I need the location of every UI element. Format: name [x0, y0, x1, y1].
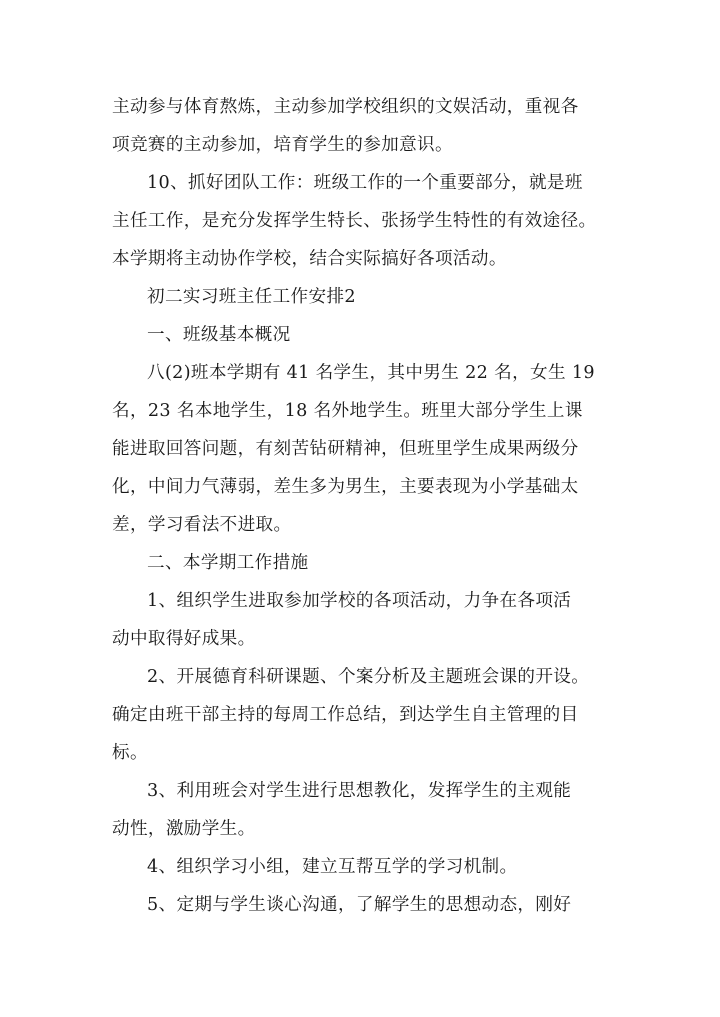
- text-line: 主任工作，是充分发挥学生特长、张扬学生特性的有效途径。: [112, 211, 597, 231]
- text-line: 动中取得好成果。: [112, 629, 256, 649]
- text-line: 主动参与体育熬炼，主动参加学校组织的文娱活动，重视各: [112, 97, 579, 117]
- text-line: 2、开展德育科研课题、个案分析及主题班会课的开设。: [147, 667, 590, 687]
- text-line: 10、抓好团队工作：班级工作的一个重要部分，就是班: [147, 173, 583, 193]
- text-line: 5、定期与学生谈心沟通，了解学生的思想动态，刚好: [147, 895, 572, 915]
- text-line: 名，23 名本地学生，18 名外地学生。班里大部分学生上课: [112, 401, 583, 421]
- text-line: 差，学习看法不进取。: [112, 515, 292, 535]
- section-heading: 初二实习班主任工作安排2: [147, 287, 356, 307]
- section-heading: 一、班级基本概况: [147, 325, 291, 345]
- text-line: 本学期将主动协作学校，结合实际搞好各项活动。: [112, 249, 507, 269]
- text-line: 1、组织学生进取参加学校的各项活动，力争在各项活: [147, 591, 572, 611]
- text-line: 动性，激励学生。: [112, 819, 256, 839]
- text-line: 能进取回答问题，有刻苦钻研精神，但班里学生成果两级分: [112, 439, 579, 459]
- text-line: 标。: [112, 743, 148, 763]
- text-line: 4、组织学习小组，建立互帮互学的学习机制。: [147, 857, 518, 877]
- section-heading: 二、本学期工作措施: [147, 553, 309, 573]
- text-line: 3、利用班会对学生进行思想教化，发挥学生的主观能: [147, 781, 572, 801]
- text-line: 项竞赛的主动参加，培育学生的参加意识。: [112, 135, 453, 155]
- text-line: 八(2)班本学期有 41 名学生，其中男生 22 名，女生 19: [147, 363, 595, 383]
- text-line: 确定由班干部主持的每周工作总结，到达学生自主管理的目: [112, 705, 579, 725]
- text-line: 化，中间力气薄弱，差生多为男生，主要表现为小学基础太: [112, 477, 579, 497]
